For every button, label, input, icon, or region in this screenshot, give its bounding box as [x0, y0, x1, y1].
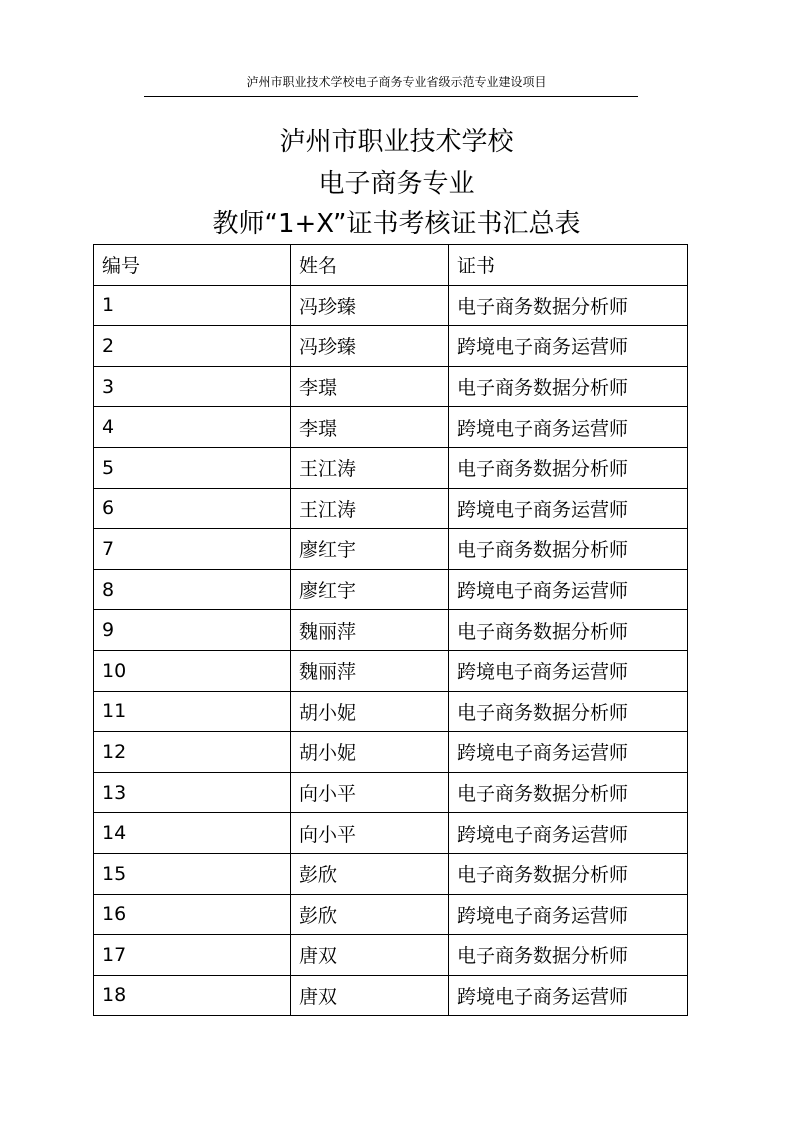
- table-body: [94, 285, 688, 1016]
- table-row: [94, 813, 688, 854]
- cell-certificate: 跨境电子商务运营师: [449, 488, 688, 529]
- cell-number: 9: [94, 610, 291, 651]
- cell-name: 彭欣: [291, 853, 449, 894]
- cell-certificate: 电子商务数据分析师: [449, 935, 688, 976]
- running-header: 泸州市职业技术学校电子商务专业省级示范专业建设项目: [246, 75, 547, 89]
- cell-number: 5: [94, 447, 291, 488]
- title-school: 泸州市职业技术学校: [279, 127, 514, 157]
- cell-certificate: 跨境电子商务运营师: [449, 326, 688, 367]
- header-certificate: 证书: [449, 245, 688, 286]
- cell-number: 17: [94, 935, 291, 976]
- cell-certificate: 电子商务数据分析师: [449, 691, 688, 732]
- cell-certificate: 跨境电子商务运营师: [449, 975, 688, 1016]
- header-number: 编号: [94, 245, 291, 286]
- cell-certificate: 电子商务数据分析师: [449, 447, 688, 488]
- table-header-row: [94, 245, 688, 286]
- header-divider: [144, 96, 638, 97]
- table-row: [94, 326, 688, 367]
- cell-number: 11: [94, 691, 291, 732]
- cell-number: 6: [94, 488, 291, 529]
- cell-name: 向小平: [291, 813, 449, 854]
- cell-name: 王江涛: [291, 488, 449, 529]
- table-row: [94, 650, 688, 691]
- cell-name: 唐双: [291, 975, 449, 1016]
- table-row: [94, 772, 688, 813]
- cell-name: 魏丽萍: [291, 650, 449, 691]
- table-row: [94, 975, 688, 1016]
- table-row: [94, 935, 688, 976]
- cell-certificate: 电子商务数据分析师: [449, 285, 688, 326]
- cell-name: 王江涛: [291, 447, 449, 488]
- cell-certificate: 跨境电子商务运营师: [449, 407, 688, 448]
- cell-name: 冯珍臻: [291, 285, 449, 326]
- cell-name: 廖红宇: [291, 529, 449, 570]
- cell-number: 18: [94, 975, 291, 1016]
- cell-name: 向小平: [291, 772, 449, 813]
- table-row: [94, 853, 688, 894]
- cell-certificate: 电子商务数据分析师: [449, 529, 688, 570]
- cell-number: 7: [94, 529, 291, 570]
- cell-number: 10: [94, 650, 291, 691]
- table-row: [94, 732, 688, 773]
- cell-certificate: 电子商务数据分析师: [449, 853, 688, 894]
- cell-number: 3: [94, 366, 291, 407]
- cell-certificate: 电子商务数据分析师: [449, 366, 688, 407]
- cell-certificate: 跨境电子商务运营师: [449, 650, 688, 691]
- cell-number: 4: [94, 407, 291, 448]
- cell-number: 13: [94, 772, 291, 813]
- cell-certificate: 跨境电子商务运营师: [449, 732, 688, 773]
- cell-name: 胡小妮: [291, 732, 449, 773]
- cell-number: 1: [94, 285, 291, 326]
- cell-certificate: 跨境电子商务运营师: [449, 569, 688, 610]
- title-major: 电子商务专业: [318, 169, 475, 199]
- cell-certificate: 电子商务数据分析师: [449, 610, 688, 651]
- table-row: [94, 447, 688, 488]
- table-row: [94, 407, 688, 448]
- table-row: [94, 488, 688, 529]
- cell-name: 魏丽萍: [291, 610, 449, 651]
- cell-number: 14: [94, 813, 291, 854]
- table-row: [94, 529, 688, 570]
- cell-name: 彭欣: [291, 894, 449, 935]
- cell-number: 15: [94, 853, 291, 894]
- cell-certificate: 电子商务数据分析师: [449, 772, 688, 813]
- cell-name: 廖红宇: [291, 569, 449, 610]
- cell-certificate: 跨境电子商务运营师: [449, 813, 688, 854]
- cell-number: 8: [94, 569, 291, 610]
- cell-number: 16: [94, 894, 291, 935]
- table-row: [94, 285, 688, 326]
- cell-certificate: 跨境电子商务运营师: [449, 894, 688, 935]
- cell-name: 李璟: [291, 366, 449, 407]
- table-row: [94, 569, 688, 610]
- cell-name: 李璟: [291, 407, 449, 448]
- table-row: [94, 610, 688, 651]
- table-row: [94, 894, 688, 935]
- table-row: [94, 366, 688, 407]
- header-name: 姓名: [291, 245, 449, 286]
- cell-number: 12: [94, 732, 291, 773]
- cell-name: 唐双: [291, 935, 449, 976]
- title-table-name: 教师“1+X”证书考核证书汇总表: [212, 209, 581, 239]
- table-row: [94, 691, 688, 732]
- certificate-table: [93, 244, 688, 1016]
- cell-name: 冯珍臻: [291, 326, 449, 367]
- cell-name: 胡小妮: [291, 691, 449, 732]
- cell-number: 2: [94, 326, 291, 367]
